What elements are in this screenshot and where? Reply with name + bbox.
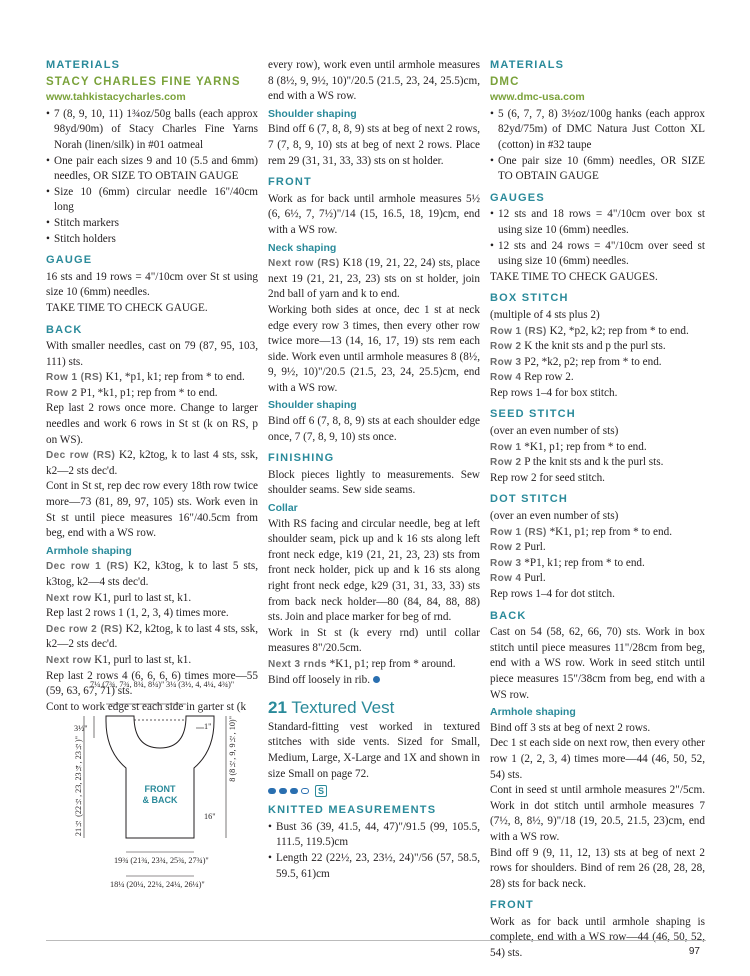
dot-repeat: Rep rows 1–4 for dot stitch. [490, 588, 615, 600]
row-text: K1, purl to last st, k1. [94, 653, 192, 666]
page-number: 97 [688, 946, 700, 957]
list-item: • Length 22 (22½, 23, 23½, 24)"/56 (57, 58.5, 59.5, 61)cm [268, 851, 480, 882]
row-instruction [46, 370, 258, 386]
row-text: *K1, p1; rep from * around. [329, 657, 456, 670]
row-instruction [46, 591, 258, 607]
row-text: *K1, p1; rep from * to end. [524, 440, 647, 453]
row-label: Row 4 [490, 372, 522, 384]
vest-outline [106, 716, 214, 838]
shoulder-paragraph-2: Bind off 6 (7, 8, 8, 9) sts at each shoulder edge once, 7 (7, 8, 9, 10) sts once. [268, 415, 480, 443]
dim-bottom-2: 18¼ (20¼, 22¼, 24¼, 26¼)" [110, 880, 205, 889]
size-icon: S [315, 785, 327, 797]
row-text: P2, *k2, p2; rep from * to end. [524, 355, 662, 368]
back-paragraph: Cont in St st, rep dec row every 18th row twice more—73 (81, 89, 97, 105) sts. Work even in St st until piece measures 16"/40.5cm from beg, end with a WS row. [46, 480, 258, 540]
row-instruction [46, 559, 258, 590]
gauge-text: 16 sts and 19 rows = 4"/10cm over St st using size 10 (6mm) needles. [46, 270, 258, 299]
row-label: Dec row 2 (RS) [46, 623, 123, 635]
row-instruction [46, 448, 258, 479]
armhole-paragraph: Bind off 3 sts at beg of next 2 rows. [490, 721, 651, 734]
column-2 [268, 58, 480, 882]
list-item: • 7 (8, 9, 10, 11) 1¾oz/50g balls (each approx 98yd/90m) of Stacy Charles Fine Yarns Norah (linen/silk) in #01 oatmeal [46, 107, 258, 154]
back-paragraph: Cast on 54 (58, 62, 66, 70) sts. Work in box stitch until piece measures 11"/28cm from beg, end with a WS row. Work in seed stitch until piece measures 15"/38cm from beg, end with a WS row. [490, 626, 705, 701]
neck-paragraph: Working both sides at once, dec 1 st at neck edge every row 3 times, then every other row twice more—13 (14, 16, 17, 19) sts rem each side. Work even until armhole measures 8 (8½, 9, 9½, 10)"/20.5 (21.5, 23, 24, 25.5)cm, end with a WS row. [268, 303, 480, 394]
row-label: Row 2 [490, 341, 522, 353]
list-item: • 5 (6, 7, 7, 8) 3½oz/100g hanks (each approx 82yd/75m) of DMC Natura Just Cotton XL (cotton) in #32 taupe [490, 107, 705, 154]
row-instruction [490, 540, 705, 556]
row-label: Row 1 (RS) [46, 372, 103, 384]
row-instruction [490, 525, 705, 541]
front-paragraph: Work as for back until armhole shaping is complete, end with a WS row—44 (46, 50, 52, 54) sts. [490, 915, 705, 960]
row-label: Row 2 [490, 457, 522, 469]
row-label: Next row [46, 654, 92, 666]
materials-heading: MATERIALS [46, 59, 121, 71]
armhole-paragraph: Cont to work edge st each side in garter st (k [46, 700, 247, 713]
row-label: Next row [46, 592, 92, 604]
back-paragraph: Rep last 2 rows once more. Change to larger needles and work 6 rows in St st (k on RS, p on WS). [46, 402, 258, 446]
row-text: P the knit sts and k the purl sts. [524, 456, 664, 469]
front-heading: FRONT [268, 176, 312, 189]
box-repeat: Rep rows 1–4 for box stitch. [490, 386, 618, 399]
row-label: Row 1 [490, 441, 522, 453]
seed-repeat: Rep row 2 for seed stitch. [490, 471, 605, 484]
seed-stitch-heading: SEED STITCH [490, 408, 576, 421]
yarn-brand: STACY CHARLES FINE YARNS [46, 75, 241, 88]
front-heading: FRONT [490, 899, 534, 912]
collar-paragraph: With RS facing and circular needle, beg at left shoulder seam, pick up and k 16 sts along left front neck edge, k19 (21, 21, 23, 23) sts from front neck holder, pick up and k 16 sts along right front neck edge, k29 (31, 31, 33, 33) sts from back neck holder—80 (84, 84, 88, 88) sts. Join and place marker for beg of rnd. [268, 517, 480, 624]
armhole-paragraph: Rep last 2 rows 1 (1, 2, 3, 4) times more. [46, 607, 229, 620]
dim-left-top: 3½" [74, 724, 88, 733]
collar-paragraph-2: Work in St st (k every rnd) until collar measures 8"/20.5cm. [268, 626, 480, 655]
skill-bar-icon [290, 788, 298, 794]
gauges-check: TAKE TIME TO CHECK GAUGES. [490, 270, 658, 283]
gauges-heading: GAUGES [490, 191, 545, 204]
back-heading: BACK [46, 323, 83, 336]
armhole-paragraph: Dec 1 st each side on next row, then every other row 1 (2, 2, 3, 4) times more—44 (46, 50, 52, 54) sts. [490, 737, 705, 781]
list-item: • Stitch holders [46, 232, 258, 248]
row-text: Rep row 2. [524, 371, 574, 384]
shoulder-paragraph: Bind off 6 (7, 8, 8, 9) sts at beg of next 2 rows, 7 (7, 8, 9, 10) sts at beg of next 2 rows. Place rem 29 (31, 31, 33, 33) sts on st holder. [268, 123, 480, 167]
knitted-measurements-heading: KNITTED MEASUREMENTS [268, 804, 437, 817]
skill-bar-icon [279, 788, 287, 794]
pattern-intro: Standard-fitting vest worked in textured stitches with side vents. Sized for Small, Medium, Large, X-Large and 1X and shown in size Small on page 72. [268, 720, 480, 780]
label-line: FRONT [144, 784, 176, 794]
list-item: • 12 sts and 24 rows = 4"/10cm over seed st using size 10 (6mm) needles. [490, 239, 705, 270]
row-instruction [490, 355, 705, 371]
bindoff-line [268, 673, 480, 689]
skill-bar-empty-icon [301, 788, 309, 794]
skill-bar-icon [268, 788, 276, 794]
dim-top-left: 7¼ (7¾, 7¾, 8¾, 8¼)" [90, 680, 165, 689]
row-label: Row 2 [490, 542, 522, 554]
seed-intro: (over an even number of sts) [490, 425, 619, 438]
row-text: K1, *p1, k1; rep from * to end. [105, 371, 245, 384]
dim-bottom-1: 19¾ (21¾, 23¾, 25¾, 27¾)" [114, 856, 209, 865]
row-label: Dec row (RS) [46, 450, 116, 462]
dim-left-side: 21½ (22½, 23, 23¼, 23½)" [74, 736, 83, 837]
row-text: K1, purl to last st, k1. [94, 591, 192, 604]
list-item: • 12 sts and 18 rows = 4"/10cm over box st using size 10 (6mm) needles. [490, 207, 705, 238]
row-text: P1, *k1, p1; rep from * to end. [80, 386, 218, 399]
row-instruction [46, 386, 258, 402]
end-dot-icon [373, 676, 380, 683]
row-text: K2, *p2, k2; rep from * to end. [549, 324, 689, 337]
dot-stitch-heading: DOT STITCH [490, 493, 568, 506]
row-instruction [268, 256, 480, 303]
armhole-paragraph: Cont in seed st until armhole measures 2"/5cm. Work in dot stitch until armhole measures 7 (7½, 8, 8½, 9)"/18 (19, 20.5, 21.5, 23)cm, end with a WS row. [490, 784, 705, 843]
row-text: Purl. [524, 541, 546, 554]
collar-heading: Collar [268, 502, 298, 515]
materials-list [46, 107, 258, 247]
row-label: Row 3 [490, 557, 522, 569]
row-instruction [46, 653, 258, 669]
back-heading: BACK [490, 609, 527, 622]
yarn-brand: DMC [490, 75, 520, 88]
shoulder-heading-2: Shoulder shaping [268, 399, 357, 412]
row-instruction [490, 440, 705, 456]
schematic-label [126, 784, 194, 806]
row-instruction [490, 455, 705, 471]
materials-heading: MATERIALS [490, 59, 565, 71]
pattern-title [268, 700, 480, 716]
row-instruction [490, 324, 705, 340]
row-text: K2, k2tog, k to last 4 sts, ssk, k2—2 sts dec'd. [46, 449, 258, 477]
box-intro: (multiple of 4 sts plus 2) [490, 308, 600, 321]
list-item: • One pair each sizes 9 and 10 (5.5 and 6mm) needles, OR SIZE TO OBTAIN GAUGE [46, 154, 258, 185]
front-paragraph: Work as for back until armhole measures 5½ (6, 6½, 7, 7½)"/14 (15, 16.5, 18, 19)cm, end with a WS row. [268, 192, 480, 236]
label-line: & BACK [142, 795, 178, 805]
brand-url[interactable]: www.tahkistacycharles.com [46, 91, 186, 104]
armhole-heading: Armhole shaping [490, 706, 576, 719]
continued-paragraph: every row), work even until armhole measures 8 (8½, 9, 9½, 10)"/20.5 (21.5, 23, 24, 25.5)cm, end with a WS row. [268, 59, 480, 103]
row-text: K the knit sts and p the purl sts. [524, 340, 666, 353]
row-instruction [490, 556, 705, 572]
row-label: Row 4 [490, 573, 522, 585]
armhole-heading: Armhole shaping [46, 544, 132, 557]
list-item: • Size 10 (6mm) circular needle 16"/40cm long [46, 185, 258, 216]
skill-level-indicator [268, 785, 480, 797]
list-item: • Stitch markers [46, 216, 258, 232]
box-stitch-heading: BOX STITCH [490, 292, 569, 305]
list-item: • One pair size 10 (6mm) needles, OR SIZE TO OBTAIN GAUGE [490, 154, 705, 185]
finishing-paragraph: Block pieces lightly to measurements. Sew shoulder seams. Sew side seams. [268, 468, 480, 497]
row-instruction [46, 622, 258, 653]
row-text: K18 (19, 21, 22, 24) sts, place next 19 (21, 21, 23, 23) sts on st holder, join 2nd ball of yarn and k to end. [268, 257, 481, 301]
row-instruction [268, 657, 480, 673]
gauge-heading: GAUGE [46, 254, 93, 267]
row-instruction [490, 339, 705, 355]
row-label: Row 1 (RS) [490, 526, 547, 538]
gauges-list [490, 207, 705, 269]
dot-intro: (over an even number of sts) [490, 510, 619, 523]
row-label: Dec row 1 (RS) [46, 561, 129, 573]
list-item: • Bust 36 (39, 41.5, 44, 47)"/91.5 (99, 105.5, 111.5, 119.5)cm [268, 820, 480, 851]
materials-list [490, 107, 705, 185]
bindoff-text: Bind off loosely in rib. [268, 673, 371, 686]
finishing-heading: FINISHING [268, 452, 335, 465]
armhole-paragraph: Rep last 2 rows 4 (6, 6, 6, 6) times more—55 (59, 63, 67, 71) sts. [46, 669, 258, 698]
armhole-paragraph: Bind off 9 (9, 11, 12, 13) sts at beg of next 2 rows for shoulders. Bind of rem 26 (28, 28, 28, 28) sts for back neck. [490, 846, 705, 890]
row-label: Next row (RS) [268, 258, 340, 270]
back-intro: With smaller needles, cast on 79 (87, 95, 103, 111) sts. [46, 340, 258, 368]
row-label: Row 3 [490, 356, 522, 368]
row-text: K2, k3tog, k to last 5 sts, k3tog, k2—4 sts dec'd. [46, 560, 259, 588]
dim-right-low: 16" [204, 812, 216, 821]
brand-url[interactable]: www.dmc-usa.com [490, 91, 585, 104]
row-label: Row 1 (RS) [490, 325, 547, 337]
row-text: K2, k2tog, k to last 4 sts, ssk, k2—2 sts dec'd. [46, 622, 259, 651]
column-1 [46, 58, 258, 715]
row-text: *P1, k1; rep from * to end. [524, 556, 645, 569]
neck-heading: Neck shaping [268, 241, 337, 254]
shoulder-heading: Shoulder shaping [268, 107, 357, 120]
row-instruction [490, 370, 705, 386]
pattern-number: 21 [268, 698, 287, 718]
row-label: Row 2 [46, 387, 78, 399]
schematic-diagram [46, 676, 258, 896]
column-3 [490, 58, 705, 962]
row-text: *K1, p1; rep from * to end. [549, 525, 672, 538]
measurements-list [268, 820, 480, 882]
pattern-name: Textured Vest [291, 698, 395, 718]
dim-right-top: 1" [204, 722, 212, 731]
dim-top-right: 3¼ (3½, 4, 4¼, 4¾)" [166, 680, 235, 689]
gauge-check: TAKE TIME TO CHECK GAUGE. [46, 301, 208, 314]
footer-rule [46, 940, 706, 941]
row-instruction [490, 571, 705, 587]
dim-right-mid: 8 (8½, 9, 9½, 10)" [228, 716, 237, 782]
row-text: Purl. [524, 572, 546, 585]
row-label: Next 3 rnds [268, 658, 327, 670]
